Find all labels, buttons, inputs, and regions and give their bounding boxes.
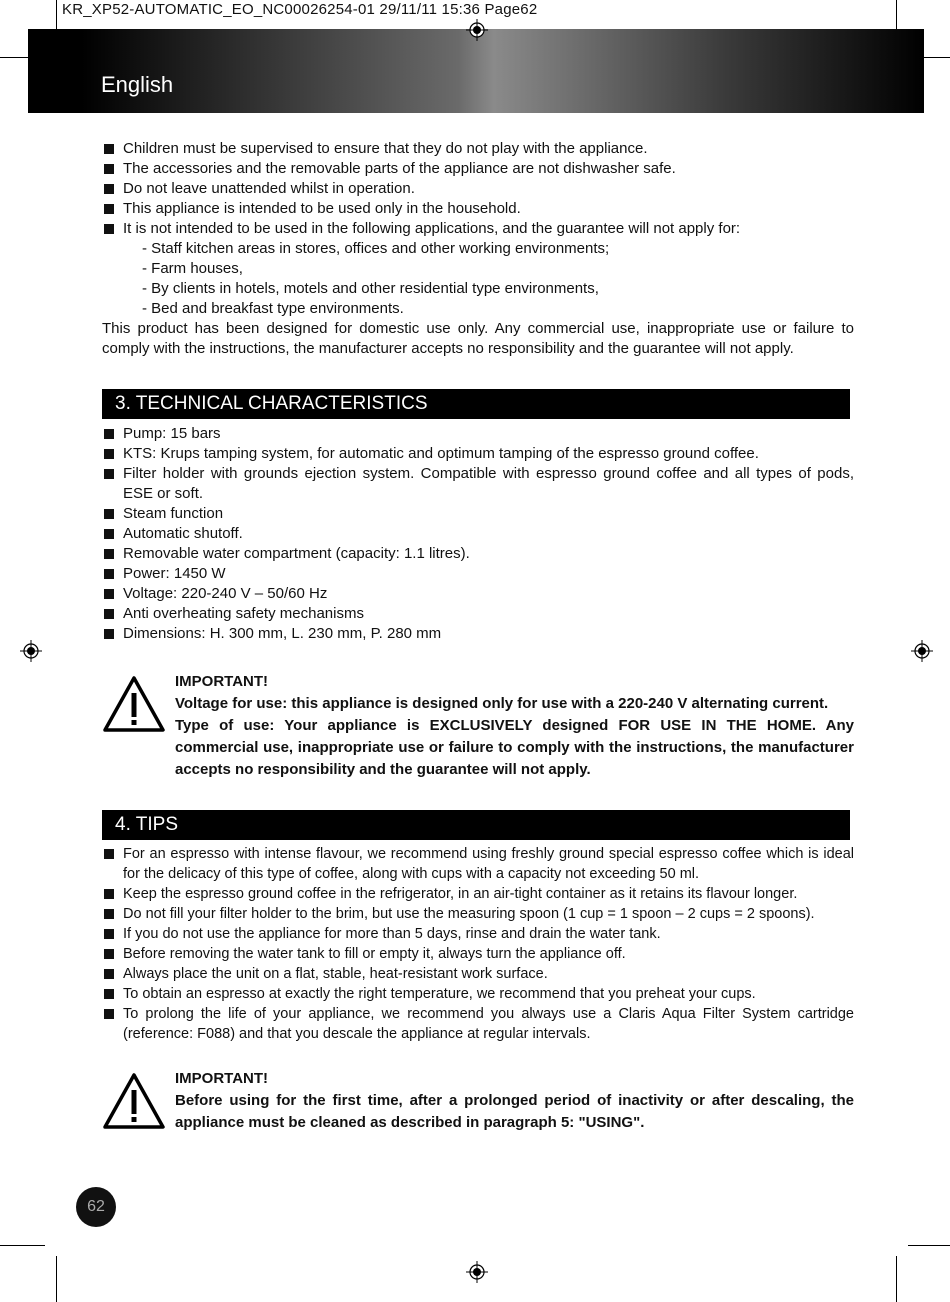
- list-item: Anti overheating safety mechanisms: [102, 604, 854, 624]
- crop-mark-bottom-right-v: [896, 1256, 897, 1302]
- important-title: IMPORTANT!: [175, 673, 269, 690]
- bullet-square-icon: [104, 469, 114, 479]
- bullet-square-icon: [104, 849, 114, 859]
- list-item: Steam function: [102, 504, 854, 524]
- bullet-square-icon: [104, 909, 114, 919]
- bullet-square-icon: [104, 989, 114, 999]
- exclusion-item: - By clients in hotels, motels and other residential type environments,: [142, 280, 599, 297]
- exclusion-item: - Farm houses,: [142, 260, 243, 277]
- bullet-square-icon: [104, 969, 114, 979]
- list-item: Voltage: 220-240 V – 50/60 Hz: [102, 584, 854, 604]
- crop-mark-bottom-right-h: [908, 1245, 950, 1246]
- list-item: Power: 1450 W: [102, 564, 854, 584]
- bullet-square-icon: [104, 184, 114, 194]
- list-item: Do not fill your filter holder to the brim, but use the measuring spoon (1 cup = 1 spoon – 2 cups = 2 spoons).: [102, 904, 854, 924]
- header-band: [28, 29, 924, 113]
- list-item: For an espresso with intense flavour, we recommend using freshly ground special espresso coffee which is ideal for the delicacy of this type of coffee, along with cups with a capacity not exceeding 50 ml.: [102, 844, 854, 884]
- section-heading-tips: 4. TIPS: [102, 810, 850, 840]
- registration-mark-right-icon: [911, 640, 933, 662]
- print-slug: KR_XP52-AUTOMATIC_EO_NC00026254-01 29/11/11 15:36 Page62: [62, 1, 538, 18]
- bullet-square-icon: [104, 449, 114, 459]
- list-item: If you do not use the appliance for more than 5 days, rinse and drain the water tank.: [102, 924, 854, 944]
- page-number: 62: [76, 1187, 116, 1227]
- list-item: Children must be supervised to ensure that they do not play with the appliance.: [102, 139, 854, 159]
- tips-list: [102, 844, 854, 1044]
- bullet-square-icon: [104, 549, 114, 559]
- list-item: It is not intended to be used in the following applications, and the guarantee will not apply for:: [102, 219, 854, 239]
- exclusion-item: - Staff kitchen areas in stores, offices and other working environments;: [142, 240, 610, 257]
- important-notice-voltage: [102, 671, 854, 781]
- list-item: Keep the espresso ground coffee in the refrigerator, in an air-tight container as it retains its flavour longer.: [102, 884, 854, 904]
- registration-mark-left-icon: [20, 640, 42, 662]
- exclusions-list: [102, 239, 854, 319]
- bullet-square-icon: [104, 609, 114, 619]
- bullet-square-icon: [104, 929, 114, 939]
- bullet-square-icon: [104, 949, 114, 959]
- warning-triangle-icon: [102, 675, 166, 733]
- bullet-square-icon: [104, 529, 114, 539]
- bullet-square-icon: [104, 144, 114, 154]
- list-item: To prolong the life of your appliance, we recommend you always use a Claris Aqua Filter System cartridge (reference: F088) and that you descale the appliance at regular intervals.: [102, 1004, 854, 1044]
- domestic-use-note: This product has been designed for domestic use only. Any commercial use, inappropriate use or failure to comply with the instructions, the manufacturer accepts no responsibility and the guarantee will not apply.: [102, 320, 854, 357]
- section-heading-technical: 3. TECHNICAL CHARACTERISTICS: [102, 389, 850, 419]
- warning-triangle-icon: [102, 1072, 166, 1130]
- list-item: Automatic shutoff.: [102, 524, 854, 544]
- list-item: Dimensions: H. 300 mm, L. 230 mm, P. 280 mm: [102, 624, 854, 644]
- safety-list: [102, 139, 854, 239]
- bullet-square-icon: [104, 629, 114, 639]
- registration-mark-bottom-icon: [466, 1261, 488, 1283]
- list-item: KTS: Krups tamping system, for automatic and optimum tamping of the espresso ground coffee.: [102, 444, 854, 464]
- page-content: [102, 139, 854, 1134]
- bullet-square-icon: [104, 889, 114, 899]
- important-title: IMPORTANT!: [175, 1070, 269, 1087]
- bullet-square-icon: [104, 569, 114, 579]
- language-title: English: [101, 72, 174, 97]
- list-item: Do not leave unattended whilst in operation.: [102, 179, 854, 199]
- crop-mark-bottom-left-v: [56, 1256, 57, 1302]
- important-voltage-text: Voltage for use: this appliance is designed only for use with a 220-240 V alternating current.: [175, 695, 829, 712]
- crop-mark-bottom-left-h: [0, 1245, 45, 1246]
- bullet-square-icon: [104, 429, 114, 439]
- list-item: The accessories and the removable parts of the appliance are not dishwasher safe.: [102, 159, 854, 179]
- bullet-square-icon: [104, 1009, 114, 1019]
- bullet-square-icon: [104, 204, 114, 214]
- bullet-square-icon: [104, 589, 114, 599]
- list-item: Removable water compartment (capacity: 1.1 litres).: [102, 544, 854, 564]
- list-item: To obtain an espresso at exactly the right temperature, we recommend that you preheat your cups.: [102, 984, 854, 1004]
- exclusion-item: - Bed and breakfast type environments.: [142, 300, 404, 317]
- important-notice-first-use: [102, 1068, 854, 1134]
- bullet-square-icon: [104, 164, 114, 174]
- list-item: Filter holder with grounds ejection system. Compatible with espresso ground coffee and all types of pods, ESE or soft.: [102, 464, 854, 504]
- technical-list: [102, 424, 854, 644]
- bullet-square-icon: [104, 224, 114, 234]
- list-item: Pump: 15 bars: [102, 424, 854, 444]
- registration-mark-top-icon: [466, 19, 488, 41]
- list-item: Before removing the water tank to fill or empty it, always turn the appliance off.: [102, 944, 854, 964]
- important-use-text: Type of use: Your appliance is EXCLUSIVELY designed FOR USE IN THE HOME. Any commercial use, inappropriate use or failure to comply with the instructions, the manufacturer accepts no responsibility and the guarantee will not apply.: [175, 717, 854, 778]
- list-item: Always place the unit on a flat, stable, heat-resistant work surface.: [102, 964, 854, 984]
- important-first-use-text: Before using for the first time, after a prolonged period of inactivity or after descaling, the appliance must be cleaned as described in paragraph 5: "USING".: [175, 1092, 854, 1131]
- bullet-square-icon: [104, 509, 114, 519]
- list-item: This appliance is intended to be used only in the household.: [102, 199, 854, 219]
